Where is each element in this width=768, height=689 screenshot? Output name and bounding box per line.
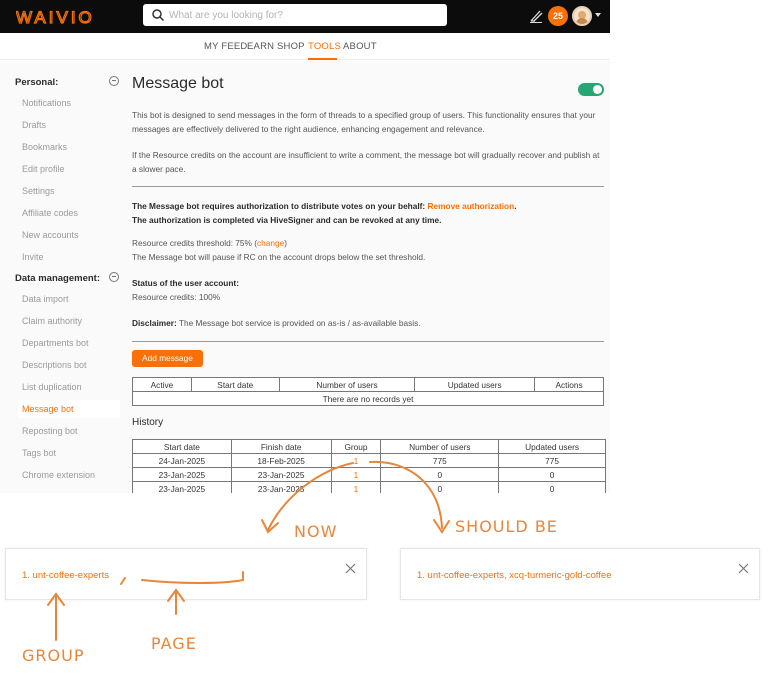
sidebar-item-claim-authority[interactable]: Claim authority	[22, 316, 83, 326]
finish-date-cell: 23-Jan-2025	[231, 468, 331, 482]
pause-note: The Message bot will pause if RC on the account drops below the set threshold.	[132, 252, 426, 262]
column-header: Number of users	[381, 440, 499, 454]
sidebar-item-message-bot[interactable]: Message bot	[22, 404, 74, 414]
column-header: Updated users	[415, 378, 535, 392]
column-header: Number of users	[279, 378, 415, 392]
finish-date-cell: 18-Feb-2025	[231, 454, 331, 468]
sidebar-section-data-management: Data management:	[15, 273, 100, 284]
sidebar-item-tags-bot[interactable]: Tags bot	[22, 448, 57, 458]
column-header: Actions	[535, 378, 604, 392]
threshold-close: )	[284, 238, 287, 248]
sidebar-item-affiliate-codes[interactable]: Affiliate codes	[22, 208, 78, 218]
intro-text: This bot is designed to send messages in the form of threads to a specified group of users. This functionality ensures that your messages are effectively delivered to the right audience, enhancing engagement and relevance.	[132, 110, 596, 134]
number-of-users-cell: 775	[381, 454, 499, 468]
number-of-users-cell: 0	[381, 482, 499, 494]
change-threshold-link[interactable]: change	[256, 238, 285, 248]
sidebar-item-new-accounts[interactable]: New accounts	[22, 230, 79, 240]
column-header: Group	[331, 440, 381, 454]
svg-text:WAIVIO: WAIVIO	[16, 8, 95, 27]
sidebar-section-personal: Personal:	[15, 77, 59, 88]
group-list-text[interactable]: 1. unt-coffee-experts	[22, 570, 109, 581]
add-message-button[interactable]: Add message	[132, 350, 203, 367]
sidebar-item-drafts[interactable]: Drafts	[22, 120, 47, 130]
annotation-strokes	[48, 462, 449, 640]
notifications-badge[interactable]: 25	[548, 6, 568, 26]
group-link[interactable]: 1	[331, 482, 381, 494]
sidebar-item-settings[interactable]: Settings	[22, 186, 55, 196]
group-link[interactable]: 1	[331, 454, 381, 468]
group-list-text[interactable]: 1. unt-coffee-experts, xcq-turmeric-gold-coffee	[417, 570, 612, 581]
sidebar-item-departments-bot[interactable]: Departments bot	[22, 338, 89, 348]
nav-my-feed[interactable]: MY FEED	[204, 41, 248, 52]
start-date-cell: 23-Jan-2025	[133, 482, 232, 494]
updated-users-cell: 0	[499, 482, 606, 494]
remove-authorization-link[interactable]: Remove authorization	[427, 201, 515, 211]
number-of-users-cell: 0	[381, 468, 499, 482]
page-title: Message bot	[132, 75, 224, 92]
sidebar-item-edit-profile[interactable]: Edit profile	[22, 164, 65, 174]
annotation-page: PAGE	[151, 634, 197, 653]
threshold-label: Resource credits threshold: 75% (	[132, 238, 257, 248]
sidebar-item-bookmarks[interactable]: Bookmarks	[22, 142, 68, 152]
finish-date-cell: 23-Jan-2025	[231, 482, 331, 494]
annotation-now: NOW	[294, 522, 338, 541]
start-date-cell: 24-Jan-2025	[133, 454, 232, 468]
column-header: Start date	[191, 378, 279, 392]
sidebar-item-invite[interactable]: Invite	[22, 252, 44, 262]
annotation-group: GROUP	[22, 646, 85, 665]
authorization-label: The Message bot requires authorization to distribute votes on your behalf:	[132, 201, 426, 211]
nav-tools[interactable]: TOOLS	[308, 41, 342, 52]
empty-state-text: There are no records yet	[133, 392, 604, 406]
start-date-cell: 23-Jan-2025	[133, 468, 232, 482]
status-title: Status of the user account:	[132, 278, 239, 288]
column-header: Start date	[133, 440, 232, 454]
nav-about[interactable]: ABOUT	[343, 41, 377, 52]
sidebar-item-chrome-extension[interactable]: Chrome extension	[22, 470, 96, 480]
authorization-note: The authorization is completed via HiveSigner and can be revoked at any time.	[132, 215, 442, 225]
group-link[interactable]: 1	[331, 468, 381, 482]
rc-note-text: If the Resource credits on the account are insufficient to write a comment, the message bot will gradually recover and publish at a slower pace.	[132, 150, 600, 174]
updated-users-cell: 0	[499, 468, 606, 482]
sidebar-item-descriptions-bot[interactable]: Descriptions bot	[22, 360, 87, 370]
sidebar-item-notifications[interactable]: Notifications	[22, 98, 72, 108]
sidebar-item-list-duplication[interactable]: List duplication	[22, 382, 82, 392]
column-header: Active	[133, 378, 192, 392]
disclaimer-text: The Message bot service is provided on as-is / as-available basis.	[176, 318, 421, 328]
authorization-period: .	[514, 201, 517, 211]
history-title: History	[132, 417, 164, 428]
updated-users-cell: 775	[499, 454, 606, 468]
sidebar-item-reposting-bot[interactable]: Reposting bot	[22, 426, 78, 436]
annotation-should-be: SHOULD BE	[455, 517, 558, 536]
nav-shop[interactable]: SHOP	[277, 41, 305, 52]
nav-earn[interactable]: EARN	[247, 41, 275, 52]
column-header: Updated users	[499, 440, 606, 454]
disclaimer-label: Disclaimer:	[132, 318, 177, 328]
sidebar-item-data-import[interactable]: Data import	[22, 294, 69, 304]
status-value: Resource credits: 100%	[132, 292, 221, 302]
column-header: Finish date	[231, 440, 331, 454]
